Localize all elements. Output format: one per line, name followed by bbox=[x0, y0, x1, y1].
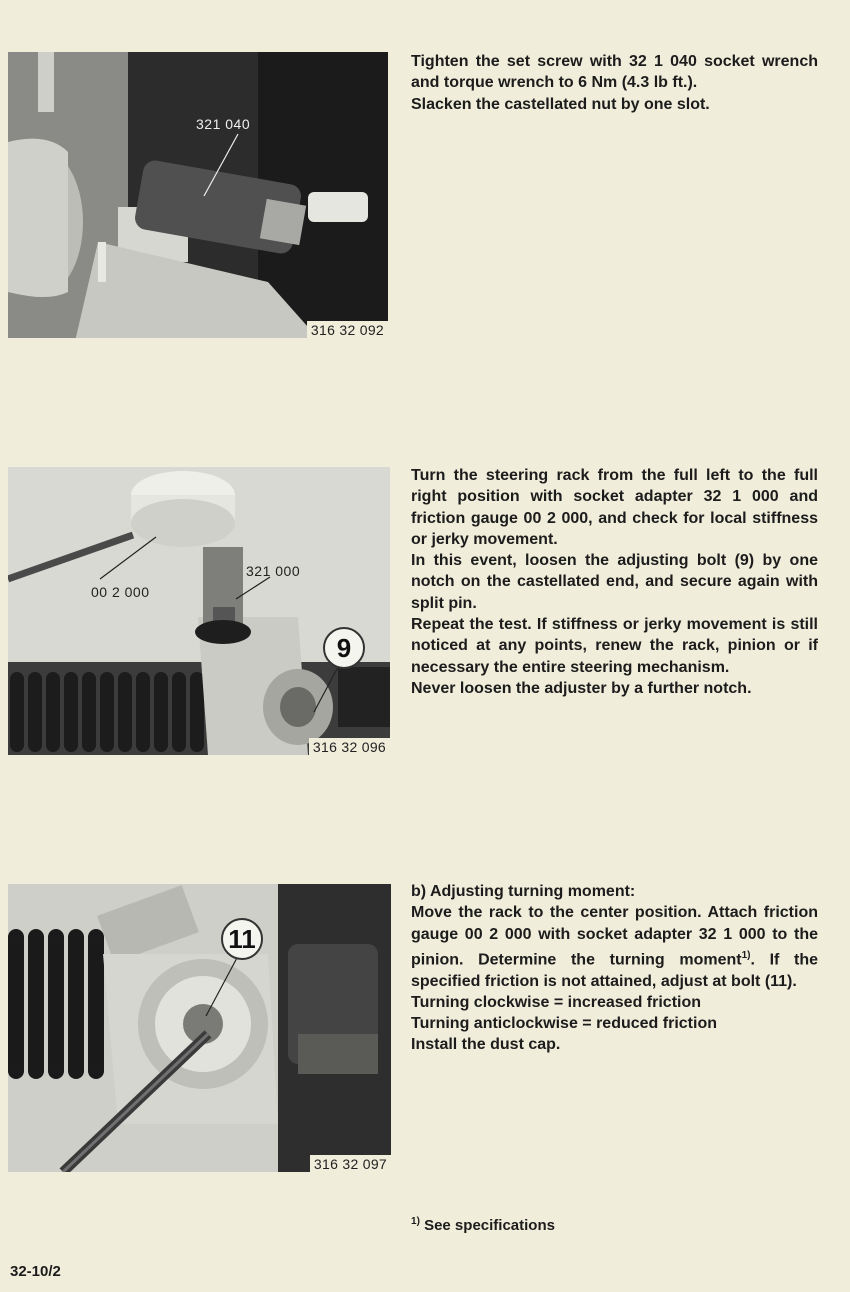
paragraph: Turning clockwise = increased friction bbox=[411, 993, 702, 1011]
instruction-text-1 bbox=[411, 51, 818, 115]
paragraph: In this event, loosen the adjusting bolt (9) by one notch on the castellated end, and secure again with split pin. bbox=[411, 552, 818, 612]
paragraph: Move the rack to the center position. Attach friction gauge 00 2 000 with socket adapter 32 1 000 to the pinion. Determine the turning moment$^{1)}$. If the specified friction is not attained, adjust at bolt (11). bbox=[411, 904, 819, 990]
footnote-ref: 1) bbox=[741, 949, 751, 961]
photo-socket-wrench-graphic bbox=[8, 52, 388, 338]
photo-friction-gauge-graphic bbox=[8, 467, 390, 755]
paragraph: Turn the steering rack from the full left to the full right position with socket adapter 32 1 000 and friction gauge 00 2 000, and check for local stiffness or jerky movement. bbox=[411, 467, 818, 548]
paragraph-text: If the specified friction is not attained, adjust at bolt (11). bbox=[411, 951, 819, 990]
instruction-text-3 bbox=[411, 881, 818, 1056]
instruction-text-2 bbox=[411, 465, 818, 699]
section-heading: b) Adjusting turning moment: bbox=[411, 883, 636, 900]
tool-label-321040: 321 040 bbox=[196, 116, 251, 132]
footnote-marker-number: 1 bbox=[411, 1216, 417, 1227]
tool-label-321000: 321 000 bbox=[246, 563, 301, 579]
footnote-marker: 1) bbox=[411, 1216, 420, 1227]
paragraph: Slacken the castellated nut by one slot. bbox=[411, 95, 710, 113]
photo-code: 316 32 092 bbox=[307, 321, 388, 338]
tool-label-002000: 00 2 000 bbox=[91, 584, 150, 600]
photo-adjusting-bolt bbox=[8, 884, 391, 1172]
callout-9: 9 bbox=[323, 627, 365, 669]
footnote-ref-number: 1 bbox=[741, 949, 748, 961]
photo-socket-wrench bbox=[8, 52, 388, 338]
photo-code: 316 32 096 bbox=[309, 738, 390, 755]
paragraph-text: Move the rack to the center position. Attach friction gauge 00 2 000 with socket adapter 32 1 000 to the pinion. Determine the turning moment bbox=[411, 904, 818, 969]
page-number: 32-10/2 bbox=[10, 1263, 61, 1280]
paragraph: Turning anticlockwise = reduced friction bbox=[411, 1015, 717, 1033]
photo-friction-gauge bbox=[8, 467, 390, 755]
paragraph: Never loosen the adjuster by a further notch. bbox=[411, 679, 752, 697]
paragraph: Repeat the test. If stiffness or jerky movement is still noticed at any points, renew the rack, pinion or if necessary the entire steering mechanism. bbox=[411, 616, 818, 676]
callout-11: 11 bbox=[221, 918, 263, 960]
photo-code: 316 32 097 bbox=[310, 1155, 391, 1172]
footnote-text: See specifications bbox=[424, 1217, 555, 1234]
photo-adjusting-bolt-graphic bbox=[8, 884, 391, 1172]
paragraph: Tighten the set screw with 32 1 040 socket wrench and torque wrench to 6 Nm (4.3 lb ft.). bbox=[411, 53, 818, 92]
footnote bbox=[411, 1216, 555, 1234]
paragraph: Install the dust cap. bbox=[411, 1036, 561, 1054]
